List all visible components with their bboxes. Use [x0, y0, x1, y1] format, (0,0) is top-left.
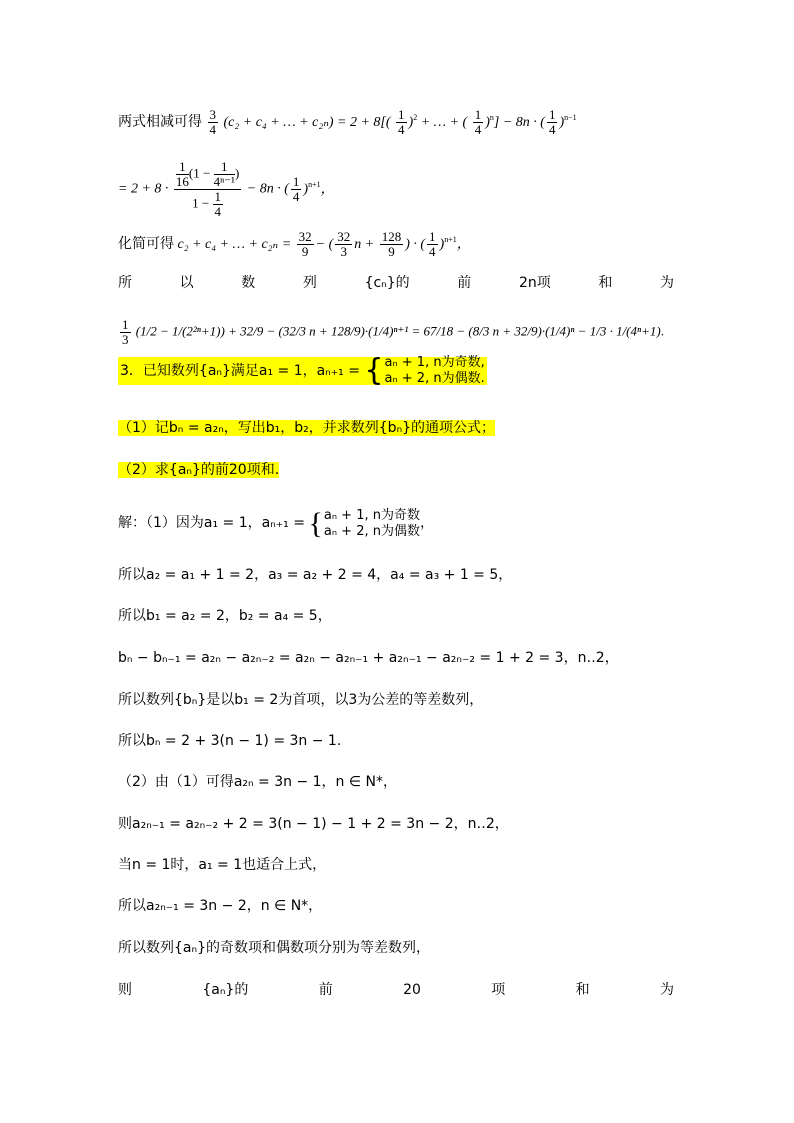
justified-line-sum: 所 以 数 列 {cₙ}的 前 2n项 和 为 — [118, 275, 674, 291]
text-subtract: 两式相减可得 — [118, 114, 202, 130]
solution-step-7: 则a₂ₙ₋₁ = a₂ₙ₋₂ + 2 = 3(n − 1) − 1 + 2 = 3n − 2，n‥2， — [118, 816, 509, 832]
frac-32-9: $\frac{32}{9}$ — [298, 229, 312, 260]
frac-3-4: $\frac{3}{4}$ — [209, 107, 216, 138]
frac-32-3: $\frac{32}{3}$ — [337, 229, 351, 260]
eq-line-3: 化简可得 c₂ + c₄ + … + c₂ₙ = $\frac{32}{9}$ − ( $\frac{32}{3}$ n + $\frac{128}{9}$ ) · ( $\frac{1}{4}$ )$^{n+1}$， — [118, 229, 471, 260]
frac-128-9: $\frac{128}{9}$ — [381, 229, 402, 260]
eq-line-1: 两式相减可得 $\frac{3}{4}$ (c₂ + c₄ + … + c₂ₙ) = 2 + 8[( $\frac{1}{4}$ )$^2$ + … + ( $\frac{1}{4}$ )$^n$] − 8n · ( $\frac{1}{4}$ )$^{n-1}$ — [118, 107, 577, 138]
question-3-part-2 — [118, 460, 279, 481]
solution-step-3: bₙ − bₙ₋₁ = a₂ₙ − a₂ₙ₋₂ = a₂ₙ − a₂ₙ₋₁ + a₂ₙ₋₁ − a₂ₙ₋₂ = 1 + 2 = 3，n‥2， — [118, 650, 619, 666]
solution-step-9: 所以a₂ₙ₋₁ = 3n − 2，n ∈ N*， — [118, 898, 323, 914]
solution-step-4: 所以数列{bₙ}是以b₁ = 2为首项，以3为公差的等差数列， — [118, 692, 484, 708]
eq-tail-1: − 8n · ( — [502, 115, 545, 130]
frac-1-4c: $\frac{1}{4}$ — [548, 107, 556, 138]
eq-line-5: $\frac{1}{3}$ (1/2 − 1/(2²ⁿ+1)) + 32/9 − (32/3 n + 128/9)·(1/4)ⁿ⁺¹ = 67/18 − (8/3 n + 32/9)·(1/4)ⁿ − 1/3 · 1/(4ⁿ+1). — [122, 317, 664, 347]
q3-part2-text: （2）求{aₙ}的前20项和. — [118, 462, 280, 478]
sol-case-odd: aₙ + 1, n为奇数 — [323, 508, 420, 523]
text-simplify: 化简可得 — [118, 236, 174, 252]
q3-case-odd: aₙ + 1, n为奇数, — [384, 355, 485, 370]
eq-line-2: = 2 + 8 · $\frac{1}{16}$ (1 − $\frac{1}{\text{4ⁿ⁻¹}}$ ) 1 − $\frac{1}{4}$ − 8n · ( $\frac{1}{4}$ )$^{n+1}$， — [118, 159, 335, 219]
frac-1-4: $\frac{1}{4}$ — [398, 107, 405, 138]
frac-1-3: $\frac{1}{3}$ — [122, 317, 129, 347]
solution-step-2: 所以b₁ = a₂ = 2，b₂ = a₄ = 5， — [118, 608, 332, 624]
frac-1-4e: $\frac{1}{4}$ — [429, 229, 436, 260]
solution-intro: 解：（1）因为a₁ = 1，aₙ₊₁ = { aₙ + 1, n为奇数 aₙ + 2, n为偶数 ， — [118, 507, 434, 540]
frac-geom-sum: $\frac{1}{16}$ (1 − $\frac{1}{\text{4ⁿ⁻¹}}$ ) 1 − $\frac{1}{4}$ — [175, 159, 240, 219]
eq-2plus8: = 2 + 8 · — [118, 181, 169, 197]
frac-1-4d: $\frac{1}{4}$ — [292, 174, 300, 204]
eq-sum-c2: c₂ + c₄ + … + c₂ₙ = — [177, 237, 292, 252]
solution-step-5: 所以bₙ = 2 + 3(n − 1) = 3n − 1. — [118, 733, 342, 749]
q3-part1-text: （1）记bₙ = a₂ₙ，写出b₁，b₂，并求数列{bₙ}的通项公式； — [118, 420, 496, 436]
question-3: 3．已知数列{aₙ}满足a₁ = 1，aₙ₊₁ = { aₙ + 1, n为奇数, aₙ + 2, n为偶数. — [120, 353, 485, 388]
solution-step-10: 所以数列{aₙ}的奇数项和偶数项分别为等差数列， — [118, 940, 430, 956]
q3-title: 3．已知数列{aₙ}满足a₁ = 1，aₙ₊₁ = — [120, 363, 360, 379]
sol-intro-text: 解：（1）因为a₁ = 1，aₙ₊₁ = — [118, 515, 305, 532]
solution-step-6: （2）由（1）可得a₂ₙ = 3n − 1，n ∈ N*， — [118, 774, 397, 790]
sol-case-even: aₙ + 2, n为偶数 — [323, 524, 420, 539]
eq-final-sum: (1/2 − 1/(2²ⁿ+1)) + 32/9 − (32/3 n + 128/9)·(1/4)ⁿ⁺¹ = 67/18 − (8/3 n + 32/9)·(1/4)ⁿ − 1/3 · 1/(4ⁿ+1) — [135, 323, 661, 339]
solution-step-8: 当n = 1时，a₁ = 1也适合上式， — [118, 857, 327, 873]
frac-1-4b: $\frac{1}{4}$ — [474, 107, 482, 138]
solution-step-1: 所以a₂ = a₁ + 1 = 2，a₃ = a₂ + 2 = 4，a₄ = a₃ + 1 = 5， — [118, 567, 513, 583]
justified-line-sum-20: 则 {aₙ}的 前 20 项 和 为 — [118, 982, 674, 998]
eq-sum-c: (c₂ + c₄ + … + c₂ₙ) = 2 + 8[( — [223, 115, 391, 130]
question-3-part-1 — [118, 418, 495, 439]
q3-case-even: aₙ + 2, n为偶数. — [384, 371, 485, 386]
eq-tail-2: − 8n · ( — [246, 181, 289, 197]
